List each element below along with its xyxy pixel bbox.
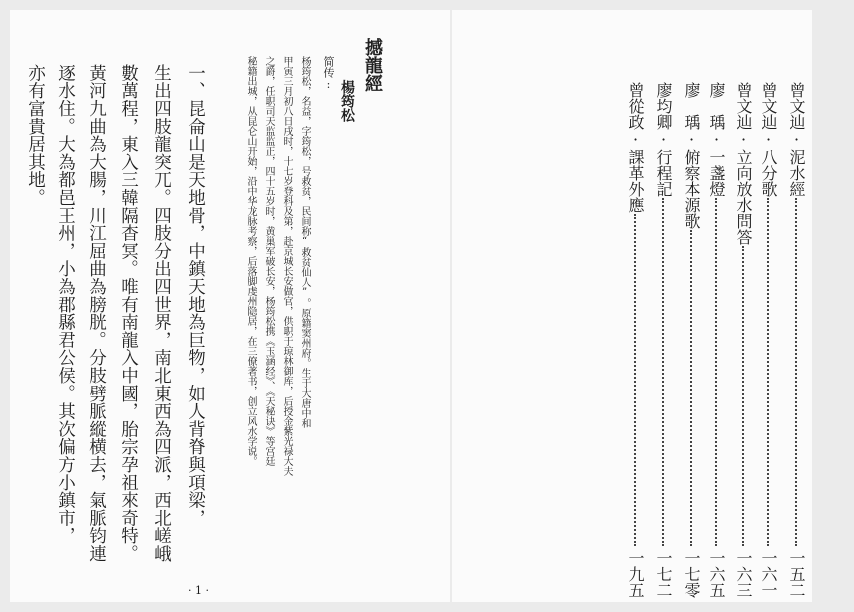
toc-entry (760, 10, 778, 602)
bio-line: 之爵，任职司天监监正，四十五岁时，黄巢军破长安，杨筠松携《玉涵经》、《天秘诀》等宫廷 (263, 56, 274, 466)
toc-page-number: 一七零 (682, 550, 701, 598)
toc-entry (683, 10, 701, 602)
toc-entry-text: 廖 瑀·一盞燈 (707, 82, 726, 197)
toc-entry-text: 曾文辿·八分歌 (759, 82, 778, 197)
text-line: 數萬程，東入三韓隔杳冥。唯有南龍入中國，胎宗孕祖來奇特。 (118, 64, 139, 563)
toc-entry (655, 10, 673, 602)
bio-label: 简传: (322, 56, 335, 91)
text-line: 生出四肢龍突兀。四肢分出四世界，南北東西為四派，西北嵯峨 (151, 64, 172, 563)
text-line: 黃河九曲為大腸，川江屈曲為膀胱。分肢劈脈縱横去，氣脈钧連 (86, 64, 107, 563)
page-number: · 1 · (188, 584, 209, 597)
toc-leader-dots (634, 214, 636, 546)
toc-entry-text: 廖均卿·行程記 (654, 82, 673, 197)
toc-leader-dots (662, 198, 664, 546)
text-line: 一、昆侖山是天地骨，中鎮天地為巨物，如人背脊與項梁， (185, 64, 206, 527)
author-name: 楊筠松 (339, 80, 355, 122)
toc-entry (627, 10, 645, 602)
toc-page-number: 一七二 (654, 550, 673, 598)
toc-page-number: 一六五 (707, 550, 726, 598)
toc-leader-dots (767, 198, 769, 546)
toc-page-number: 一六三 (734, 550, 753, 598)
left-page (10, 10, 450, 602)
toc-entry-text: 曾文辿·立向放水問答 (734, 82, 753, 245)
toc-entry-text: 廖 瑀·俯察本源歌 (682, 82, 701, 229)
toc-page-number: 一五二 (787, 550, 806, 598)
toc-leader-dots (742, 246, 744, 546)
toc-page-number: 一九五 (626, 550, 645, 598)
bio-line: 甲寅三月初八日戌时，十七岁登科及第，赴京城长安做官，供职于琼林御库，后授金紫光禄大夫 (281, 56, 292, 476)
text-line: 亦有富貴居其地。 (25, 64, 46, 207)
bio-line: 杨筠松，名益，字筠松，号救贫，民间称“救贫仙人”。原籍窦州府。生于大唐中和 (299, 56, 310, 428)
toc-leader-dots (715, 198, 717, 546)
toc-entry (788, 10, 806, 602)
toc-leader-dots (795, 198, 797, 546)
toc-leader-dots (690, 230, 692, 546)
bio-line: 秘籍出城，从昆仑山开始，沿中华龙脉考察，后落脚虔州隐居，在三僚著书，创立风水学说。 (245, 56, 256, 466)
right-page-toc (452, 10, 812, 602)
toc-entry-text: 曾從政·課革外應 (626, 82, 645, 213)
chapter-title: 撼龍經 (362, 38, 383, 92)
toc-entry-text: 曾文辿·泥水經 (787, 82, 806, 197)
text-line: 逐水住。大為都邑王州，小為郡縣君公侯。其次偏方小鎮市， (55, 64, 76, 545)
toc-entry (708, 10, 726, 602)
toc-page-number: 一六一 (759, 550, 778, 598)
toc-entry (735, 10, 753, 602)
